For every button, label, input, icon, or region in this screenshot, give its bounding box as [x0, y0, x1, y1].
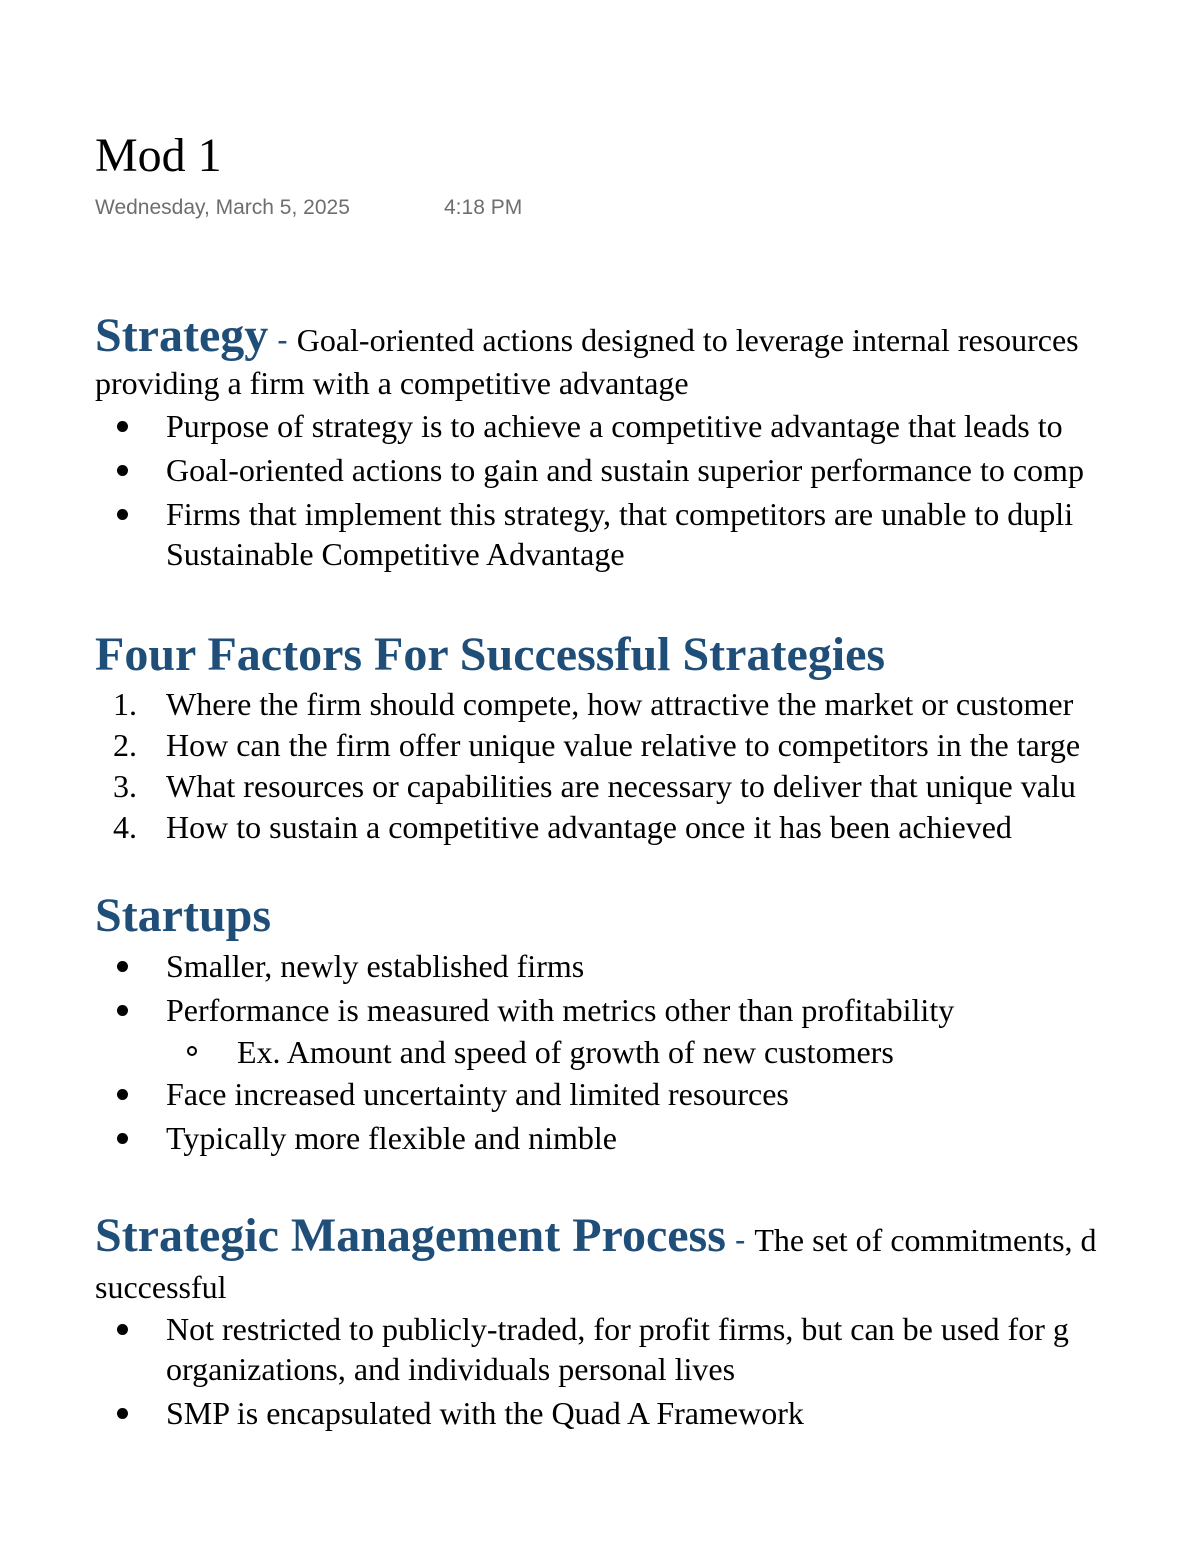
list-item-text: Goal-oriented actions to gain and sustain superior performance to comp [166, 452, 1084, 488]
page-time: 4:18 PM [444, 196, 523, 219]
list-item-text: Where the firm should compete, how attractive the market or customer [166, 686, 1074, 722]
smp-definition-line2: successful [95, 1269, 227, 1305]
strategy-definition [95, 309, 1200, 362]
list-number: 4. [113, 809, 137, 845]
bullet-icon [117, 961, 128, 972]
list-item-text: What resources or capabilities are necessary to deliver that unique valu [166, 768, 1076, 804]
four-factors-heading: Four Factors For Successful Strategies [95, 628, 886, 681]
list-item-text-continuation: Sustainable Competitive Advantage [166, 536, 625, 572]
sub-list-item-text: Ex. Amount and speed of growth of new customers [237, 1034, 894, 1070]
list-number: 3. [113, 768, 137, 804]
list-number: 1. [113, 686, 137, 722]
list-item [95, 494, 1200, 574]
hollow-bullet-icon [187, 1046, 197, 1056]
smp-definition-line1: The set of commitments, d [754, 1222, 1097, 1258]
list-item [95, 1118, 1200, 1158]
smp-heading: Strategic Management Process [95, 1209, 726, 1262]
bullet-icon [117, 509, 128, 520]
bullet-icon [117, 421, 128, 432]
strategy-separator: - [268, 322, 297, 358]
list-item-text: How to sustain a competitive advantage once it has been achieved [166, 809, 1012, 845]
list-item [95, 684, 1200, 725]
bullet-icon [117, 1408, 128, 1419]
startups-bullet-list [95, 946, 1200, 1158]
list-item [95, 990, 1200, 1030]
list-item [95, 766, 1200, 807]
list-item [95, 406, 1200, 446]
bullet-icon [117, 1324, 128, 1335]
strategy-bullet-list [95, 406, 1200, 574]
smp-definition [95, 1208, 1200, 1268]
list-item-text: Performance is measured with metrics other than profitability [166, 992, 955, 1028]
smp-separator: - [725, 1222, 755, 1258]
smp-bullet-list [95, 1309, 1200, 1433]
list-item [95, 807, 1200, 848]
list-item-text: Face increased uncertainty and limited resources [166, 1076, 789, 1112]
list-item [95, 1309, 1200, 1389]
bullet-icon [117, 1089, 128, 1100]
startups-heading: Startups [95, 889, 272, 942]
list-item [95, 1074, 1200, 1114]
list-item-text-continuation: organizations, and individuals personal lives [166, 1351, 736, 1387]
list-item-text: How can the firm offer unique value relative to competitors in the targe [166, 727, 1081, 763]
page-title: Mod 1 [95, 129, 222, 182]
list-item-text: Not restricted to publicly-traded, for profit firms, but can be used for g [166, 1311, 1069, 1347]
strategy-definition-line1: Goal-oriented actions designed to leverage internal resources [296, 322, 1079, 358]
list-item [95, 1393, 1200, 1433]
list-item [95, 946, 1200, 986]
strategy-definition-line2: providing a firm with a competitive advantage [95, 365, 689, 401]
list-item [95, 450, 1200, 490]
page-date: Wednesday, March 5, 2025 [95, 196, 350, 219]
strategy-heading: Strategy [95, 309, 269, 362]
section-strategic-management-process [95, 1208, 1200, 1433]
bullet-icon [117, 1005, 128, 1016]
list-item [95, 725, 1200, 766]
list-item-text: Purpose of strategy is to achieve a competitive advantage that leads to [166, 408, 1063, 444]
sub-list-item [95, 1030, 1200, 1074]
list-item-text: Smaller, newly established firms [166, 948, 585, 984]
section-startups [95, 886, 1200, 1158]
list-item-text: Firms that implement this strategy, that competitors are unable to dupli [166, 496, 1074, 532]
section-strategy [95, 309, 1200, 574]
bullet-icon [117, 465, 128, 476]
list-item-text: Typically more flexible and nimble [166, 1120, 617, 1156]
list-number: 2. [113, 727, 137, 763]
bullet-icon [117, 1133, 128, 1144]
list-item-text: SMP is encapsulated with the Quad A Framework [166, 1395, 804, 1431]
four-factors-list [95, 684, 1200, 848]
section-four-factors [95, 626, 1200, 848]
